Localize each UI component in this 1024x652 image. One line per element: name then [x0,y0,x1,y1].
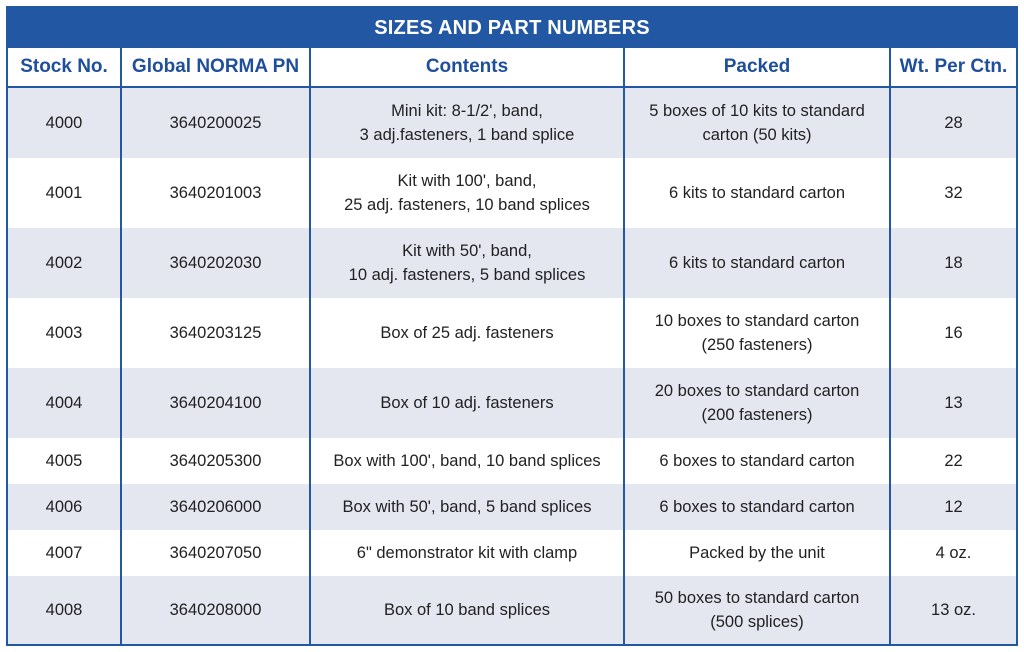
table-row [8,438,1016,484]
cell-weight: 16 [890,298,1016,368]
column-header-global-norma-pn: Global NORMA PN [121,48,310,87]
cell-packed: 6 boxes to standard carton [624,438,890,484]
cell-packed: Packed by the unit [624,530,890,576]
parts-table [8,48,1016,644]
cell-weight: 28 [890,87,1016,158]
table-row [8,484,1016,530]
table-row [8,228,1016,298]
cell-weight: 13 oz. [890,576,1016,644]
column-header-weight: Wt. Per Ctn. [890,48,1016,87]
column-header-stock-no: Stock No. [8,48,121,87]
cell-weight: 13 [890,368,1016,438]
table-row [8,368,1016,438]
cell-packed: 10 boxes to standard carton (250 fasteners) [624,298,890,368]
cell-part-number: 3640207050 [121,530,310,576]
header-row [8,48,1016,87]
cell-part-number: 3640201003 [121,158,310,228]
cell-packed: 5 boxes of 10 kits to standard carton (50 kits) [624,87,890,158]
cell-part-number: 3640205300 [121,438,310,484]
table-row [8,87,1016,158]
cell-packed: 6 boxes to standard carton [624,484,890,530]
cell-contents: Box of 10 band splices [310,576,624,644]
table-row [8,576,1016,644]
cell-stock-no: 4006 [8,484,121,530]
cell-packed: 6 kits to standard carton [624,158,890,228]
cell-packed: 50 boxes to standard carton (500 splices) [624,576,890,644]
cell-part-number: 3640206000 [121,484,310,530]
cell-stock-no: 4005 [8,438,121,484]
cell-part-number: 3640200025 [121,87,310,158]
table-row [8,530,1016,576]
cell-contents: Box with 100', band, 10 band splices [310,438,624,484]
cell-weight: 22 [890,438,1016,484]
cell-weight: 4 oz. [890,530,1016,576]
cell-contents: Kit with 50', band, 10 adj. fasteners, 5 band splices [310,228,624,298]
cell-contents: Kit with 100', band, 25 adj. fasteners, 10 band splices [310,158,624,228]
cell-stock-no: 4004 [8,368,121,438]
cell-part-number: 3640203125 [121,298,310,368]
parts-table-frame [6,6,1018,646]
cell-stock-no: 4008 [8,576,121,644]
cell-contents: 6" demonstrator kit with clamp [310,530,624,576]
column-header-packed: Packed [624,48,890,87]
cell-weight: 12 [890,484,1016,530]
cell-contents: Box with 50', band, 5 band splices [310,484,624,530]
cell-part-number: 3640208000 [121,576,310,644]
cell-packed: 20 boxes to standard carton (200 fasteners) [624,368,890,438]
cell-stock-no: 4000 [8,87,121,158]
cell-part-number: 3640202030 [121,228,310,298]
table-title: SIZES AND PART NUMBERS [8,8,1016,48]
column-header-contents: Contents [310,48,624,87]
cell-stock-no: 4007 [8,530,121,576]
cell-weight: 18 [890,228,1016,298]
table-row [8,158,1016,228]
cell-stock-no: 4002 [8,228,121,298]
cell-packed: 6 kits to standard carton [624,228,890,298]
cell-contents: Box of 10 adj. fasteners [310,368,624,438]
cell-weight: 32 [890,158,1016,228]
cell-stock-no: 4001 [8,158,121,228]
cell-contents: Mini kit: 8-1/2', band, 3 adj.fasteners, 1 band splice [310,87,624,158]
table-row [8,298,1016,368]
cell-stock-no: 4003 [8,298,121,368]
cell-part-number: 3640204100 [121,368,310,438]
cell-contents: Box of 25 adj. fasteners [310,298,624,368]
